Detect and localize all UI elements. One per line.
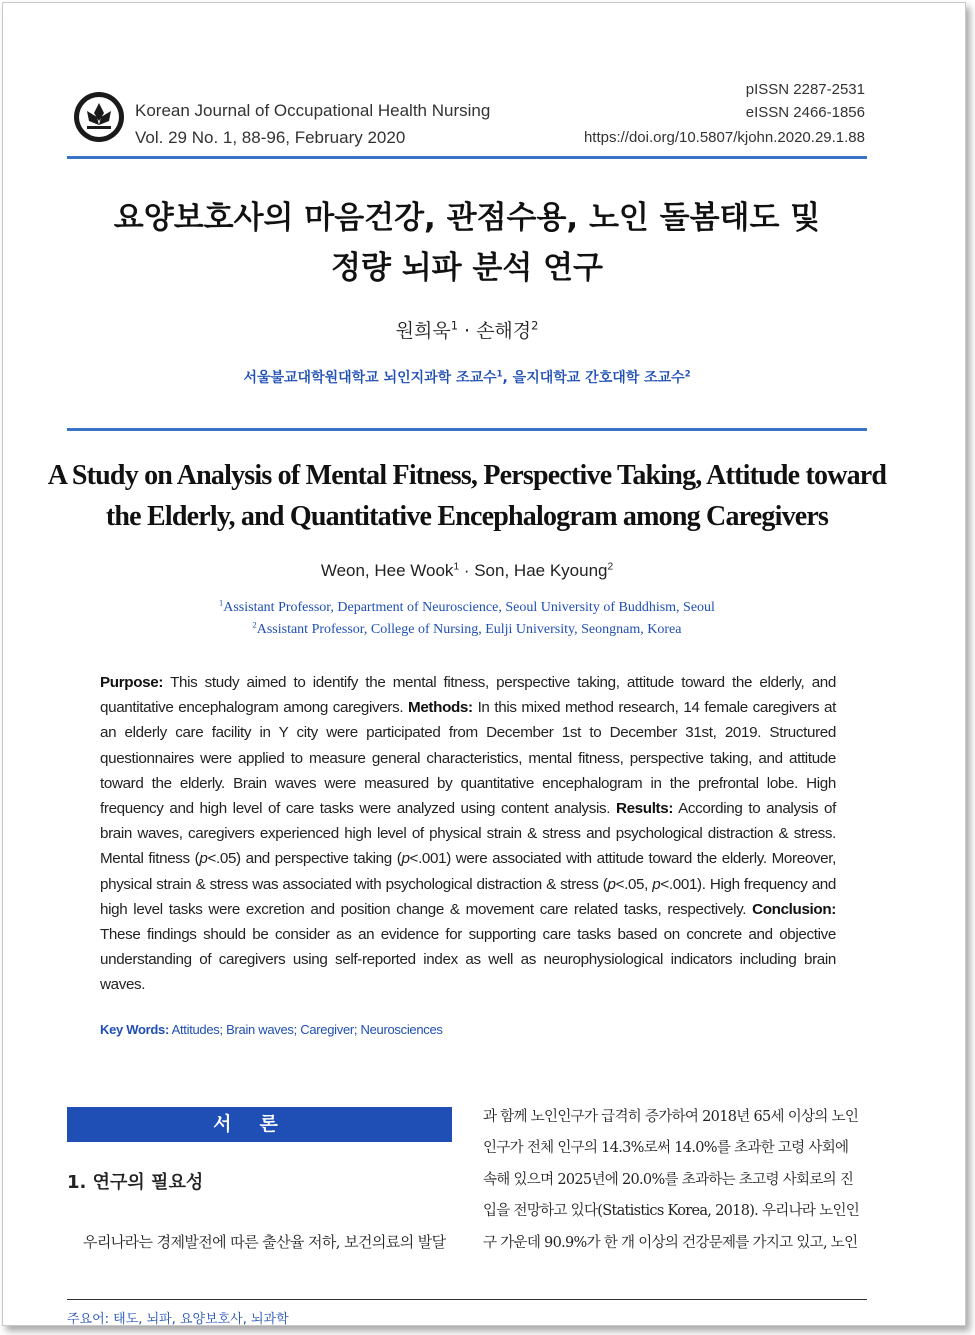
key-words-text: Attitudes; Brain waves; Caregiver; Neurosciences (171, 1022, 443, 1037)
results-text-a: According to analysis of brain waves, caregivers experienced high level of physical strain & stress and psychological distraction & stress. Mental fitness ( (100, 800, 837, 868)
body-right-line: 구 가운데 90.9%가 한 개 이상의 건강문제를 가지고 있고, 노인 (483, 1234, 858, 1251)
p-symbol: p (401, 850, 410, 868)
results-text-e: <.001). High frequency and high level tasks were excretion and position change & movement care related tasks, respectively. (100, 875, 836, 918)
conclusion-text: These findings should be consider as an evidence for supporting care tasks based on concrete and objective understanding of caregivers using self-reported index as well as neurophysiological indicators including brain waves. (100, 926, 836, 994)
english-title-line2: the Elderly, and Quantitative Encephalogram among Caregivers (105, 501, 829, 532)
methods-label: Methods: (408, 699, 473, 717)
korean-title-line2: 정량 뇌파 분석 연구 (331, 250, 603, 286)
body-right-column (483, 1102, 871, 1259)
body-right-line: 인구가 전체 인구의 14.3%로써 14.0%를 초과한 고령 사회에 (483, 1140, 849, 1157)
english-title (33, 455, 901, 537)
purpose-text: This study aimed to identify the mental fitness, perspective taking, attitude toward the elderly, and quantitative encephalogram among caregivers. (100, 674, 836, 717)
body-right-line: 입을 전망하고 있다(Statistics Korea, 2018). 우리나라 노인인 (483, 1203, 860, 1220)
header-divider (67, 156, 867, 159)
journal-name: Korean Journal of Occupational Health Nursing (135, 101, 491, 120)
english-authors: Weon, Hee Wook$^1$ · Son, Hae Kyoung$^2$ (320, 561, 614, 580)
english-affiliation-1-text: Assistant Professor, Department of Neuroscience, Seoul University of Buddhism, Seoul (223, 600, 715, 615)
body-left-line1: 우리나라는 경제발전에 따른 출산율 저하, 보건의료의 발달 (83, 1233, 446, 1251)
results-text-c: <.001) were associated with attitude toward the elderly. Moreover, physical strain & stress was associated with psychological distraction & stress ( (100, 850, 836, 893)
p-symbol: p (607, 875, 616, 893)
korean-affiliation-1: 서울불교대학원대학교 뇌인지과학 조교수 (243, 370, 497, 386)
body-right-line: 과 함께 노인인구가 급격히 증가하여 2018년 65세 이상의 노인 (483, 1109, 859, 1125)
doi-link[interactable]: https://doi.org/10.5807/kjohn.2020.29.1.88 (583, 129, 865, 146)
subsection-heading: 1. 연구의 필요성 (67, 1172, 204, 1193)
conclusion-label: Conclusion: (752, 900, 836, 918)
title-divider (67, 428, 867, 431)
section-heading-introduction: 서론 (67, 1107, 452, 1142)
journal-logo (73, 91, 125, 143)
key-words-label: Key Words: (100, 1022, 169, 1037)
pissn: pISSN 2287-2531 (745, 81, 865, 98)
korean-title (67, 193, 867, 293)
paper-page (2, 2, 966, 1326)
body-right-line: 속해 있으며 2025년에 20.0%를 초과하는 초고령 사회로의 진 (483, 1171, 854, 1188)
korean-affiliation-2: 을지대학교 간호대학 조교수 (512, 370, 685, 386)
abstract (100, 670, 836, 998)
results-text-b: <.05) and perspective taking ( (207, 850, 402, 868)
footnote-divider (67, 1299, 867, 1300)
results-text-d: <.05, (615, 875, 653, 893)
results-label: Results: (615, 800, 674, 818)
key-words (100, 1022, 443, 1037)
english-author-1: Weon, Hee Wook (320, 561, 454, 580)
korean-title-line1: 요양보호사의 마음건강, 관점수용, 노인 돌봄태도 및 (113, 200, 821, 236)
english-affiliation-1: $^1$Assistant Professor, Department of Neuroscience, Seoul University of Buddhism, Seoul (219, 598, 715, 615)
english-affiliation-2-text: Assistant Professor, College of Nursing, Eulji University, Seongnam, Korea (256, 622, 682, 637)
p-symbol: p (199, 850, 208, 868)
english-author-2: Son, Hae Kyoung (474, 561, 608, 580)
korean-keywords-footnote: 주요어: 태도, 뇌파, 요양보호사, 뇌과학 (67, 1312, 289, 1326)
purpose-label: Purpose: (100, 674, 164, 691)
korean-author-1: 원희욱 (395, 320, 451, 342)
eissn: eISSN 2466-1856 (745, 104, 865, 121)
p-symbol: p (652, 875, 661, 893)
journal-volume-line: Vol. 29 No. 1, 88-96, February 2020 (135, 128, 406, 147)
korean-author-2: 손해경 (476, 320, 532, 342)
methods-text: In this mixed method research, 14 female caregivers at an elderly care facility in Y city were participated from December 1st to December 31st, 2019. Structured questionnaires were applied to measure general characteristics, mental fitness, perspective taking, and attitude toward the elderly. Brain waves were measured by quantitative encephalogram in the prefrontal lobe. High frequency and high level of care tasks were analyzed using content analysis. (100, 699, 836, 818)
korean-authors: 원희욱$^1$ · 손해경$^2$ (395, 318, 539, 342)
english-affiliation-2: $^2$Assistant Professor, College of Nursing, Eulji University, Seongnam, Korea (252, 620, 682, 637)
korean-affiliations: 서울불교대학원대학교 뇌인지과학 조교수$^1$, 을지대학교 간호대학 조교수$^2$ (243, 368, 691, 386)
english-title-line1: A Study on Analysis of Mental Fitness, Perspective Taking, Attitude toward (47, 460, 887, 491)
